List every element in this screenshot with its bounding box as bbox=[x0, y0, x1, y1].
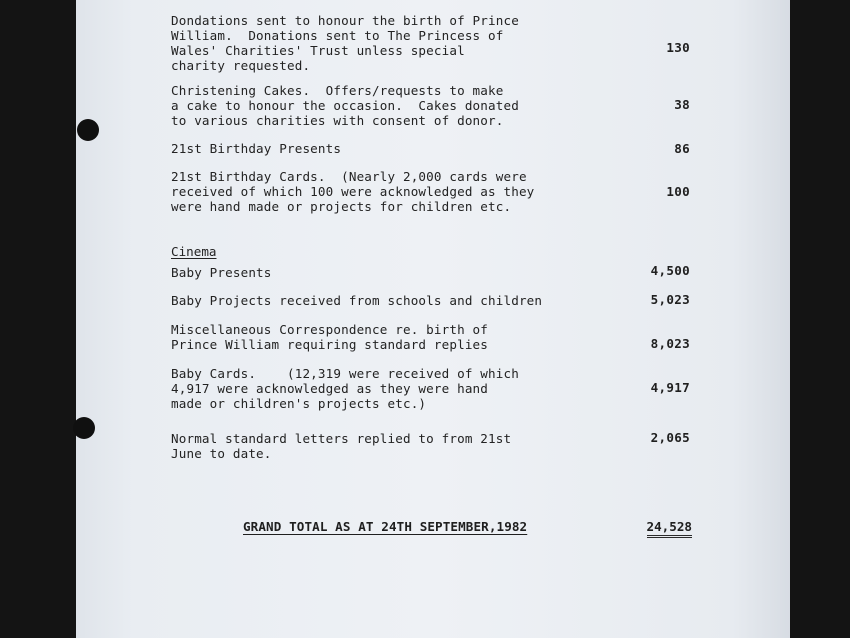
entry-value-christening-cakes: 38 bbox=[674, 97, 690, 112]
entry-text-birthday-cards: 21st Birthday Cards. (Nearly 2,000 cards were received of which 100 were acknowledged as they were hand made or projects for children etc. bbox=[171, 169, 535, 214]
entry-value-misc-correspondence: 8,023 bbox=[650, 336, 690, 351]
entry-text-donations: Dondations sent to honour the birth of Prince William. Donations sent to The Princess of Wales' Charities' Trust unless special charity requested. bbox=[171, 13, 519, 73]
entry-text-standard-letters: Normal standard letters replied to from 21st June to date. bbox=[171, 431, 512, 461]
section-heading: Cinema bbox=[171, 244, 217, 259]
entry-value-baby-projects: 5,023 bbox=[650, 292, 690, 307]
entry-value-birthday-cards: 100 bbox=[666, 184, 690, 199]
entry-text-misc-correspondence: Miscellaneous Correspondence re. birth of Prince William requiring standard replies bbox=[171, 322, 489, 352]
entry-value-birthday-presents: 86 bbox=[674, 141, 690, 156]
entry-value-baby-presents: 4,500 bbox=[650, 263, 690, 278]
entry-text-birthday-presents: 21st Birthday Presents bbox=[171, 141, 342, 156]
entry-value-baby-cards: 4,917 bbox=[650, 380, 690, 395]
grand-total-value: 24,528 bbox=[647, 519, 693, 538]
entry-text-christening-cakes: Christening Cakes. Offers/requests to make a cake to honour the occasion. Cakes donated to various charities with consent of donor. bbox=[171, 83, 519, 128]
grand-total-label: GRAND TOTAL AS AT 24TH SEPTEMBER,1982 bbox=[243, 519, 528, 534]
entry-text-baby-projects: Baby Projects received from schools and children bbox=[171, 293, 543, 308]
entry-text-baby-presents: Baby Presents bbox=[171, 265, 272, 280]
entry-value-standard-letters: 2,065 bbox=[650, 430, 690, 445]
entry-text-baby-cards: Baby Cards. (12,319 were received of which 4,917 were acknowledged as they were hand made or children's projects etc.) bbox=[171, 366, 519, 411]
entry-value-donations: 130 bbox=[666, 40, 690, 55]
